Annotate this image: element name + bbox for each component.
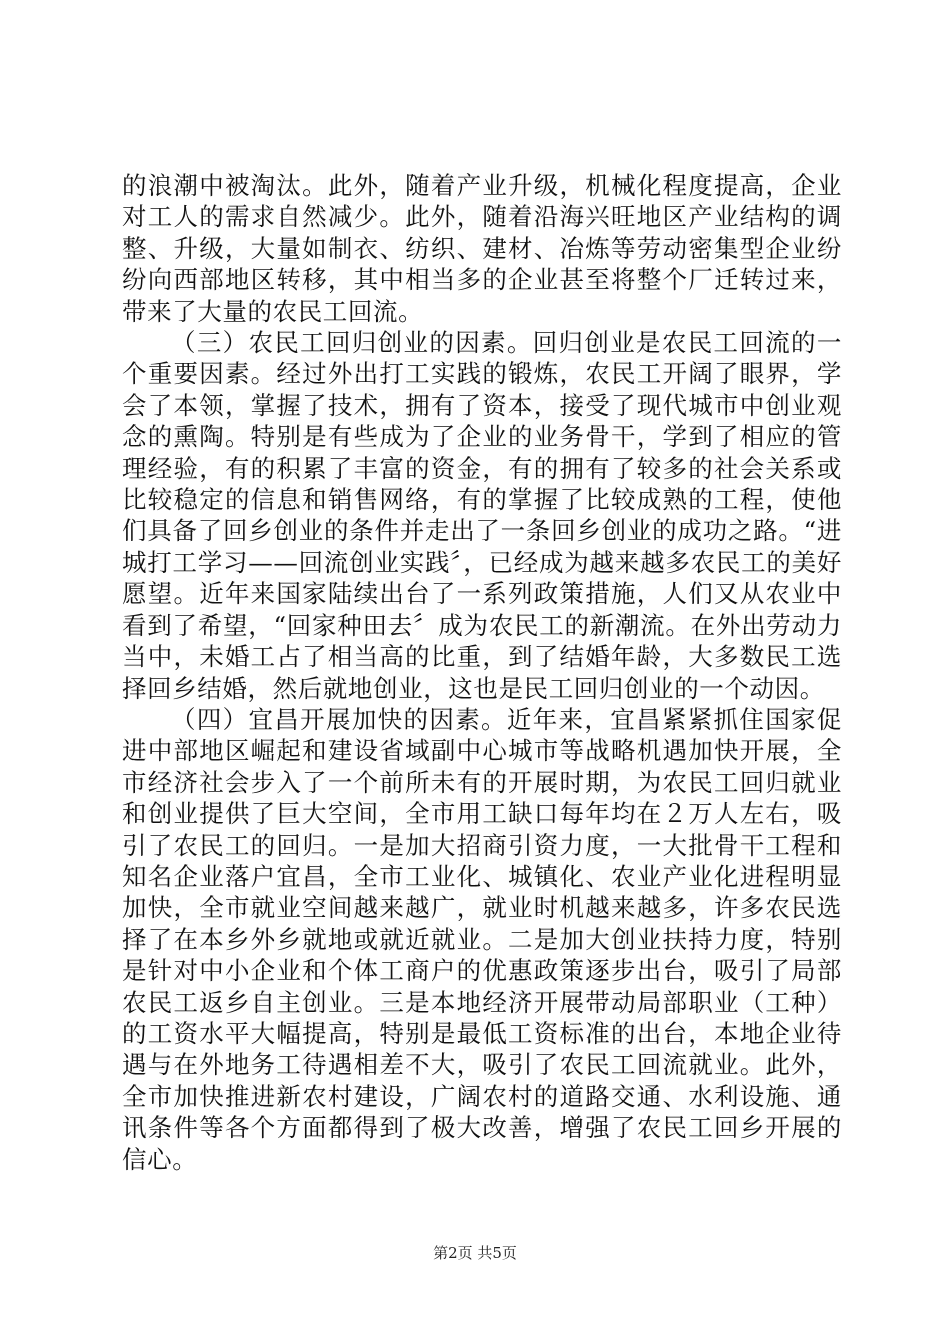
page-number-label: 第2页 共5页 — [433, 1244, 517, 1262]
paragraph-3: （四）宜昌开展加快的因素。近年来，宜昌紧紧抓住国家促进中部地区崛起和建设省域副中心城市等战略机遇加快开展，全市经济社会步入了一个前所未有的开展时期，为农民工回归就业和创业提供了巨大空间，全市用工缺口每年均在２万人左右，吸引了农民工的回归。一是加大招商引资力度，一大批骨干工程和知名企业落户宜昌，全市工业化、城镇化、农业产业化进程明显加快，全市就业空间越来越广，就业时机越来越多，许多农民选择了在本乡外乡就地或就近就业。二是加大创业扶持力度，特别是针对中小企业和个体工商户的优惠政策逐步出台，吸引了局部农民工返乡自主创业。三是本地经济开展带动局部职业（工种）的工资水平大幅提高，特别是最低工资标准的出台，本地企业待遇与在外地务工待遇相差不大，吸引了农民工回流就业。此外，全市加快推进新农村建设，广阔农村的道路交通、水利设施、通讯条件等各个方面都得到了极大改善，增强了农民工回乡开展的信心。 — [122, 704, 842, 1174]
page-footer — [0, 1243, 950, 1263]
body-text — [122, 170, 842, 1175]
paragraph-1: 的浪潮中被淘汰。此外，随着产业升级，机械化程度提高，企业对工人的需求自然减少。此外，随着沿海兴旺地区产业结构的调整、升级，大量如制衣、纺织、建材、冶炼等劳动密集型企业纷纷向西部地区转移，其中相当多的企业甚至将整个厂迁转过来，带来了大量的农民工回流。 — [122, 171, 842, 326]
paragraph-2: （三）农民工回归创业的因素。回归创业是农民工回流的一个重要因素。经过外出打工实践的锻炼，农民工开阔了眼界，学会了本领，掌握了技术，拥有了资本，接受了现代城市中创业观念的熏陶。特别是有些成为了企业的业务骨干，学到了相应的管理经验，有的积累了丰富的资金，有的拥有了较多的社会关系或比较稳定的信息和销售网络，有的掌握了比较成熟的工程，使他们具备了回乡创业的条件并走出了一条回乡创业的成功之路。“进城打工学习——回流创业实践〞，已经成为越来越多农民工的美好愿望。近年来国家陆续出台了一系列政策措施，人们又从农业中看到了希望，“回家种田去〞成为农民工的新潮流。在外出劳动力当中，未婚工占了相当高的比重，到了结婚年龄，大多数民工选择回乡结婚，然后就地创业，这也是民工回归创业的一个动因。 — [122, 328, 843, 703]
